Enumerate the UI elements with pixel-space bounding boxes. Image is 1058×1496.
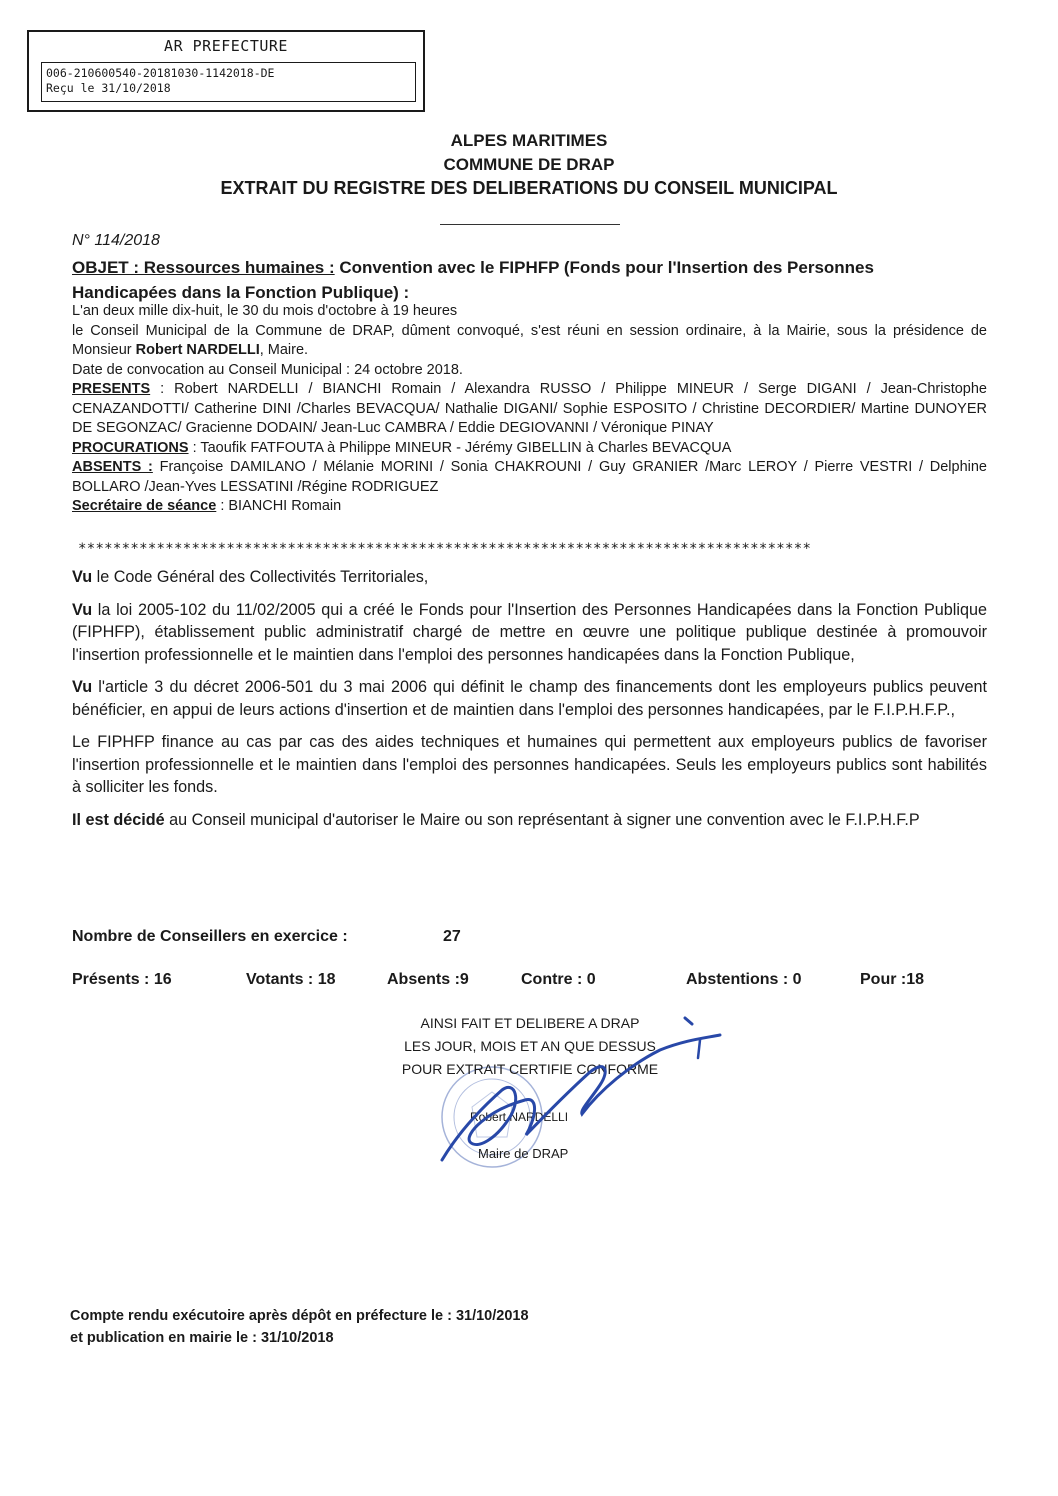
paragraph-decret-2006 [72,676,987,721]
session-convocation-text: le Conseil Municipal de la Commune de DRAP, dûment convoqué, s'est réuni en session ordinaire, à la Mairie, sous la présidence de Monsieur [72,322,987,358]
header-registry-title: EXTRAIT DU REGISTRE DES DELIBERATIONS DU CONSEIL MUNICIPAL [220,178,838,198]
paragraph-text: le Code Général des Collectivités Territoriales, [92,568,429,586]
vote-presents: Présents : 16 [72,971,172,988]
objet-heading [72,255,974,305]
footer-executory-note [70,1305,529,1349]
header-department: ALPES MARITIMES [450,131,608,150]
conseillers-label: Nombre de Conseillers en exercice : [72,928,348,945]
footer-prefecture-date: Compte rendu exécutoire après dépôt en préfecture le : 31/10/2018 [70,1308,529,1324]
presents-label: PRESENTS [72,381,151,397]
paragraph-text: la loi 2005-102 du 11/02/2005 qui a créé le Fonds pour l'Insertion des Personnes Handicapées dans la Fonction Publique (FIPHFP), établissement public administratif chargé de mettre en œuvre une politique publique destinée à promouvoir l'insertion professionnelle et le maintien dans l'emploi des personnes handicapées dans la Fonction Publique, [72,600,987,664]
signature-line-1: AINSI FAIT ET DELIBERE A DRAP [420,1015,640,1031]
deliberation-number: N° 114/2018 [72,232,160,249]
objet-text: Convention avec le FIPHFP (Fonds pour l'Insertion des Personnes Handicapées dans la Fonction Publique) : [72,258,874,302]
convocation-date: Date de convocation au Conseil Municipal : 24 octobre 2018. [72,361,463,378]
signature-line-3: POUR EXTRAIT CERTIFIE CONFORME [401,1061,659,1077]
procurations-list: : Taoufik FATFOUTA à Philippe MINEUR - Jérémy GIBELLIN à Charles BEVACQUA [188,439,732,456]
session-intro [72,302,987,517]
paragraph-text: au Conseil municipal d'autoriser le Maire ou son représentant à signer une convention avec le F.I.P.H.F.P [164,810,920,829]
secretaire-name: : BIANCHI Romain [216,498,342,514]
prefecture-stamp [27,30,425,112]
signatory-name: Robert NARDELLI [470,1110,569,1124]
procurations-label: PROCURATIONS [72,439,189,456]
conseillers-value: 27 [443,928,461,945]
vu-label: Vu [72,568,93,586]
session-date-line: L'an deux mille dix-huit, le 30 du mois d'octobre à 19 heures [72,303,458,319]
absents-label: ABSENTS : [72,459,153,475]
footer-publication-date: et publication en mairie le : 31/10/2018 [70,1330,334,1346]
vote-contre: Contre : 0 [521,971,596,988]
secretaire-label: Secrétaire de séance [72,498,217,514]
vote-votants: Votants : 18 [246,971,336,988]
objet-label: OBJET : Ressources humaines : [72,258,335,277]
vote-pour: Pour :18 [860,971,925,988]
mayor-name: Robert NARDELLI [135,342,260,358]
signature-line-2: LES JOUR, MOIS ET AN QUE DESSUS [404,1038,656,1054]
stamp-received-date: Reçu le 31/10/2018 [46,81,171,95]
paragraph-text: l'article 3 du décret 2006-501 du 3 mai 2006 qui définit le champ des financements dont les employeurs publics peuvent bénéficier, en appui de leurs actions d'insertion et de maintien dans l'emploi des personnes handicapées, par le F.I.P.H.F.P., [72,678,987,719]
stamp-reference: 006-210600540-20181030-1142018-DE [46,66,275,80]
handwritten-signature-icon [430,1010,730,1170]
paragraph-loi-2005 [72,599,987,667]
paragraph-decision [72,809,987,832]
paragraph-fiphfp: Le FIPHFP finance au cas par cas des aides techniques et humaines qui permettent aux employeurs publics de favoriser l'insertion professionnelle et le maintien dans l'emploi des personnes handicapées. Seuls les employeurs publics sont habilités à solliciter les fonds. [72,733,987,796]
header-commune: COMMUNE DE DRAP [443,155,615,174]
presents-list: : Robert NARDELLI / BIANCHI Romain / Alexandra RUSSO / Philippe MINEUR / Serge DIGANI / Jean-Christophe CENAZANDOTTI/ Catherine DINI /Charles BEVACQUA/ Nathalie DIGANI/ Sophie ESPOSITO / Christine DECORDIER/ Martine DUNOYER DE SEGONZAC/ Gracienne DODAIN/ Jean-Luc CAMBRA / Eddie DEGIOVANNI / Véronique PINAY [72,381,987,436]
deliberation-body [72,566,987,841]
vote-abstentions: Abstentions : 0 [686,971,802,988]
absents-list: Françoise DAMILANO / Mélanie MORINI / Sonia CHAKROUNI / Guy GRANIER /Marc LEROY / Pierre VESTRI / Delphine BOLLARO /Jean-Yves LESSATINI /Régine RODRIGUEZ [72,459,987,495]
header-divider [440,224,620,225]
signatory-role: Maire de DRAP [478,1146,569,1161]
decision-lead: Il est décidé [72,810,165,829]
asterisk-separator: ************************************************************************************ [78,541,812,557]
vote-absents: Absents :9 [387,971,469,988]
vu-label: Vu [72,678,93,696]
vu-label: Vu [72,600,93,619]
stamp-reference-box [41,62,416,102]
paragraph-cgct [72,566,987,589]
session-mayor-suffix: , Maire. [259,342,309,358]
stamp-title: AR PREFECTURE [164,37,288,55]
